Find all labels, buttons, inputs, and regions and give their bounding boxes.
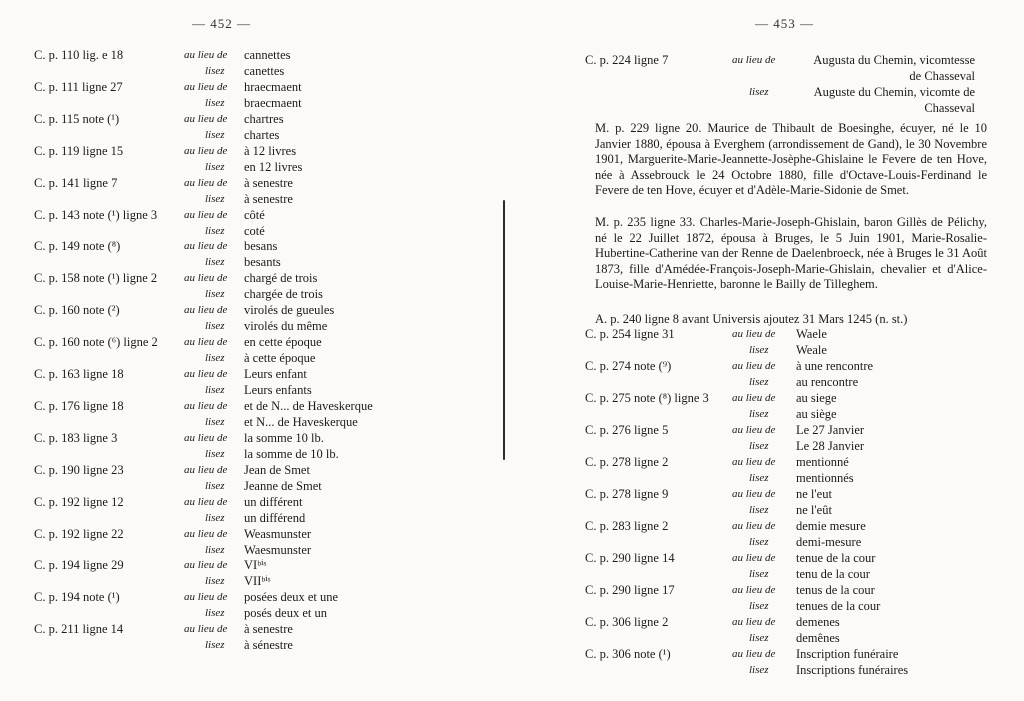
left-page bbox=[0, 0, 505, 701]
erratum-correction: un différend bbox=[244, 510, 306, 525]
erratum-ref: C. p. 278 ligne 2 bbox=[585, 455, 669, 469]
au-lieu-de-label: au lieu de bbox=[184, 49, 228, 61]
erratum-ref: C. p. 274 note (⁹) bbox=[585, 359, 672, 373]
addendum-paragraph: M. p. 229 ligne 20. Maurice de Thibault de Boesinghe, écuyer, né le 10 Janvier 1880, épousa à Everghem (arrondissement de Gand), le 30 Novembre 1901, Marguerite-Marie-Jeannette-Josèphe-Ghislaine le Fevere de ten Hove, née à Assebrouck le 24 Octobre 1880, fille d'Octave-Louis-Ferdinand le Fevere de ten Hove, écuyer et d'Adèle-Marie-Sidonie de Smet. bbox=[595, 121, 987, 197]
erratum-ref: C. p. 194 ligne 29 bbox=[34, 558, 124, 573]
erratum-original: et de N... de Haveskerque bbox=[244, 398, 373, 413]
erratum-original: la somme 10 lb. bbox=[244, 430, 324, 445]
erratum-ref: C. p. 176 ligne 18 bbox=[34, 398, 124, 413]
right-page bbox=[505, 0, 1024, 701]
au-lieu-de-label: au lieu de bbox=[184, 176, 228, 189]
erratum-ref: C. p. 158 note (¹) ligne 2 bbox=[34, 271, 158, 286]
erratum-ref: C. p. 190 ligne 23 bbox=[34, 462, 124, 477]
erratum-correction: mentionnés bbox=[796, 471, 854, 485]
erratum-correction: à senestre bbox=[244, 191, 293, 206]
au-lieu-de-label: au lieu de bbox=[184, 144, 228, 157]
au-lieu-de-label: au lieu de bbox=[732, 392, 776, 404]
erratum-ref: C. p. 290 ligne 14 bbox=[585, 551, 675, 565]
au-lieu-de-label: au lieu de bbox=[732, 584, 776, 596]
page-number-left: — 452 — bbox=[192, 16, 251, 31]
erratum-ref: C. p. 290 ligne 17 bbox=[585, 583, 675, 597]
au-lieu-de-label: au lieu de bbox=[184, 304, 228, 317]
lisez-label: lisez bbox=[205, 607, 225, 620]
erratum-correction: à sénestre bbox=[244, 638, 293, 653]
au-lieu-de-label: au lieu de bbox=[732, 424, 776, 436]
au-lieu-de-label: au lieu de bbox=[732, 328, 776, 340]
erratum-ref: C. p. 110 lig. e 18 bbox=[34, 48, 124, 62]
lisez-label: lisez bbox=[205, 65, 225, 77]
erratum-ref: C. p. 143 note (¹) ligne 3 bbox=[34, 207, 158, 222]
lisez-label: lisez bbox=[205, 160, 225, 173]
erratum-ref: C. p. 115 note (¹) bbox=[34, 111, 120, 126]
erratum-original: à 12 livres bbox=[244, 143, 297, 158]
lisez-label: lisez bbox=[205, 543, 225, 556]
erratum-original: Weasmunster bbox=[244, 526, 312, 541]
au-lieu-de-label: au lieu de bbox=[184, 559, 228, 572]
erratum-original: à une rencontre bbox=[796, 359, 874, 373]
erratum-ref: C. p. 283 ligne 2 bbox=[585, 519, 669, 533]
erratum-original: virolés de gueules bbox=[244, 303, 335, 318]
erratum-correction: braecmaent bbox=[244, 95, 302, 110]
erratum-correction: Weale bbox=[796, 343, 827, 357]
au-lieu-de-label: au lieu de bbox=[184, 463, 228, 476]
erratum-ref: C. p. 111 ligne 27 bbox=[34, 79, 123, 94]
erratum-correction: virolés du même bbox=[244, 319, 328, 334]
addendum-paragraph: M. p. 235 ligne 33. Charles-Marie-Joseph-Ghislain, baron Gillès de Pélichy, né le 22 Juillet 1872, épousa à Bruges, le 5 Juin 1901, Marie-Rosalie-Hubertine-Catherine van der Renne de Daelenbroeck, née à Bruges le 31 Août 1873, fille d'Amédée-François-Joseph-Marie-Ghislain, chevalier et d'Alice-Louise-Marie-Henriette, baronne le Bailly de Tilleghem. bbox=[595, 215, 987, 291]
lisez-label: lisez bbox=[205, 256, 225, 269]
au-lieu-de-label: au lieu de bbox=[184, 336, 228, 349]
erratum-ref: C. p. 192 ligne 22 bbox=[34, 526, 124, 541]
erratum-original: chargé de trois bbox=[244, 271, 318, 286]
au-lieu-de-label: au lieu de bbox=[732, 616, 776, 628]
au-lieu-de-label: au lieu de bbox=[732, 552, 776, 564]
erratum-original: mentionné bbox=[796, 455, 849, 469]
erratum-ref: C. p. 278 ligne 9 bbox=[585, 487, 669, 501]
erratum-ref: C. p. 306 ligne 2 bbox=[585, 615, 669, 629]
erratum-ref: C. p. 275 note (⁸) ligne 3 bbox=[585, 391, 709, 405]
lisez-label: lisez bbox=[205, 352, 225, 365]
erratum-original: Augusta du Chemin, vicomtesse de Chasseval bbox=[813, 53, 975, 83]
erratum-correction: Jeanne de Smet bbox=[244, 478, 322, 493]
erratum-ref: C. p. 276 ligne 5 bbox=[585, 423, 669, 437]
erratum-ref: C. p. 160 note (⁶) ligne 2 bbox=[34, 335, 158, 350]
au-lieu-de-label: au lieu de bbox=[732, 488, 776, 500]
erratum-original: Jean de Smet bbox=[244, 462, 310, 477]
lisez-label: lisez bbox=[205, 415, 225, 428]
erratum-original: un différent bbox=[244, 494, 303, 509]
lisez-label: lisez bbox=[205, 384, 225, 396]
au-lieu-de-label: au lieu de bbox=[732, 54, 776, 66]
erratum-correction: Waesmunster bbox=[244, 542, 312, 557]
au-lieu-de-label: au lieu de bbox=[732, 648, 776, 660]
lisez-label: lisez bbox=[749, 536, 769, 548]
erratum-original: demenes bbox=[796, 615, 840, 629]
lisez-label: lisez bbox=[205, 511, 225, 524]
addendum-paragraph: A. p. 240 ligne 8 avant Universis ajoutez 31 Mars 1245 (n. st.) bbox=[595, 312, 908, 326]
erratum-original: ne l'eut bbox=[796, 487, 832, 501]
erratum-correction: besants bbox=[244, 255, 281, 270]
au-lieu-de-label: au lieu de bbox=[732, 456, 776, 468]
page-number-right: — 453 — bbox=[755, 16, 814, 31]
lisez-label: lisez bbox=[749, 376, 769, 388]
lisez-label: lisez bbox=[205, 128, 225, 141]
lisez-label: lisez bbox=[749, 86, 769, 98]
lisez-label: lisez bbox=[749, 408, 769, 420]
lisez-label: lisez bbox=[205, 447, 225, 460]
au-lieu-de-label: au lieu de bbox=[184, 527, 228, 540]
erratum-original: tenue de la cour bbox=[796, 551, 876, 565]
erratum-correction: ne l'eût bbox=[796, 503, 832, 517]
erratum-original: Le 27 Janvier bbox=[796, 423, 865, 437]
erratum-original: côté bbox=[244, 207, 265, 222]
erratum-original: VIᵇⁱˢ bbox=[244, 558, 267, 573]
erratum-ref: C. p. 119 ligne 15 bbox=[34, 143, 124, 158]
au-lieu-de-label: au lieu de bbox=[184, 240, 228, 253]
au-lieu-de-label: au lieu de bbox=[732, 520, 776, 532]
erratum-ref: C. p. 141 ligne 7 bbox=[34, 175, 118, 190]
erratum-correction: chartes bbox=[244, 127, 280, 142]
lisez-label: lisez bbox=[749, 568, 769, 580]
erratum-original: à senestre bbox=[244, 175, 293, 190]
erratum-original: cannettes bbox=[244, 48, 291, 62]
au-lieu-de-label: au lieu de bbox=[184, 399, 228, 412]
au-lieu-de-label: au lieu de bbox=[184, 495, 228, 508]
erratum-correction: la somme de 10 lb. bbox=[244, 446, 339, 461]
au-lieu-de-label: au lieu de bbox=[184, 368, 228, 380]
erratum-correction: tenu de la cour bbox=[796, 567, 870, 581]
erratum-correction: à cette époque bbox=[244, 351, 316, 366]
erratum-correction: chargée de trois bbox=[244, 287, 323, 302]
au-lieu-de-label: au lieu de bbox=[184, 80, 228, 93]
au-lieu-de-label: au lieu de bbox=[732, 360, 776, 372]
erratum-original: posées deux et une bbox=[244, 590, 339, 605]
au-lieu-de-label: au lieu de bbox=[184, 272, 228, 285]
au-lieu-de-label: au lieu de bbox=[184, 623, 228, 636]
erratum-ref: C. p. 224 ligne 7 bbox=[585, 53, 669, 67]
erratum-correction: en 12 livres bbox=[244, 159, 303, 174]
erratum-ref: C. p. 160 note (²) bbox=[34, 303, 120, 318]
erratum-original: besans bbox=[244, 239, 278, 254]
lisez-label: lisez bbox=[205, 192, 225, 205]
erratum-correction: Inscriptions funéraires bbox=[796, 663, 909, 677]
erratum-ref: C. p. 163 ligne 18 bbox=[34, 367, 124, 381]
erratum-ref: C. p. 183 ligne 3 bbox=[34, 430, 118, 445]
erratum-correction: tenues de la cour bbox=[796, 599, 881, 613]
au-lieu-de-label: au lieu de bbox=[184, 431, 228, 444]
erratum-original: en cette époque bbox=[244, 335, 322, 350]
au-lieu-de-label: au lieu de bbox=[184, 591, 228, 604]
erratum-original: Leurs enfant bbox=[244, 367, 307, 381]
erratum-correction: demi-mesure bbox=[796, 535, 862, 549]
lisez-label: lisez bbox=[205, 639, 225, 652]
erratum-ref: C. p. 194 note (¹) bbox=[34, 590, 120, 605]
lisez-label: lisez bbox=[749, 600, 769, 612]
erratum-original: au siege bbox=[796, 391, 837, 405]
erratum-correction: au siège bbox=[796, 407, 837, 421]
au-lieu-de-label: au lieu de bbox=[184, 208, 228, 221]
erratum-ref: C. p. 306 note (¹) bbox=[585, 647, 671, 661]
lisez-label: lisez bbox=[205, 288, 225, 301]
erratum-correction: demênes bbox=[796, 631, 840, 645]
lisez-label: lisez bbox=[205, 479, 225, 492]
erratum-correction: canettes bbox=[244, 64, 285, 78]
erratum-original: Waele bbox=[796, 327, 827, 341]
lisez-label: lisez bbox=[749, 632, 769, 644]
erratum-correction: et N... de Haveskerque bbox=[244, 414, 358, 429]
erratum-correction: Auguste du Chemin, vicomte de Chasseval bbox=[813, 85, 975, 115]
lisez-label: lisez bbox=[749, 664, 769, 676]
lisez-label: lisez bbox=[749, 472, 769, 484]
erratum-correction: Leurs enfants bbox=[244, 383, 312, 397]
erratum-correction: posés deux et un bbox=[244, 606, 327, 621]
lisez-label: lisez bbox=[749, 344, 769, 356]
lisez-label: lisez bbox=[205, 96, 225, 109]
lisez-label: lisez bbox=[205, 224, 225, 237]
erratum-correction: Le 28 Janvier bbox=[796, 439, 865, 453]
au-lieu-de-label: au lieu de bbox=[184, 112, 228, 125]
erratum-ref: C. p. 211 ligne 14 bbox=[34, 622, 124, 637]
erratum-ref: C. p. 254 ligne 31 bbox=[585, 327, 675, 341]
erratum-original: tenus de la cour bbox=[796, 583, 875, 597]
erratum-ref: C. p. 192 ligne 12 bbox=[34, 494, 124, 509]
lisez-label: lisez bbox=[205, 320, 225, 333]
erratum-correction: VIIᵇⁱˢ bbox=[244, 574, 271, 589]
lisez-label: lisez bbox=[205, 575, 225, 588]
erratum-original: demie mesure bbox=[796, 519, 866, 533]
erratum-original: chartres bbox=[244, 111, 284, 126]
lisez-label: lisez bbox=[749, 440, 769, 452]
erratum-ref: C. p. 149 note (⁸) bbox=[34, 239, 121, 254]
erratum-correction: coté bbox=[244, 223, 265, 238]
erratum-correction: au rencontre bbox=[796, 375, 859, 389]
lisez-label: lisez bbox=[749, 504, 769, 516]
erratum-original: hraecmaent bbox=[244, 79, 302, 94]
erratum-original: à senestre bbox=[244, 622, 293, 637]
erratum-original: Inscription funéraire bbox=[796, 647, 899, 661]
